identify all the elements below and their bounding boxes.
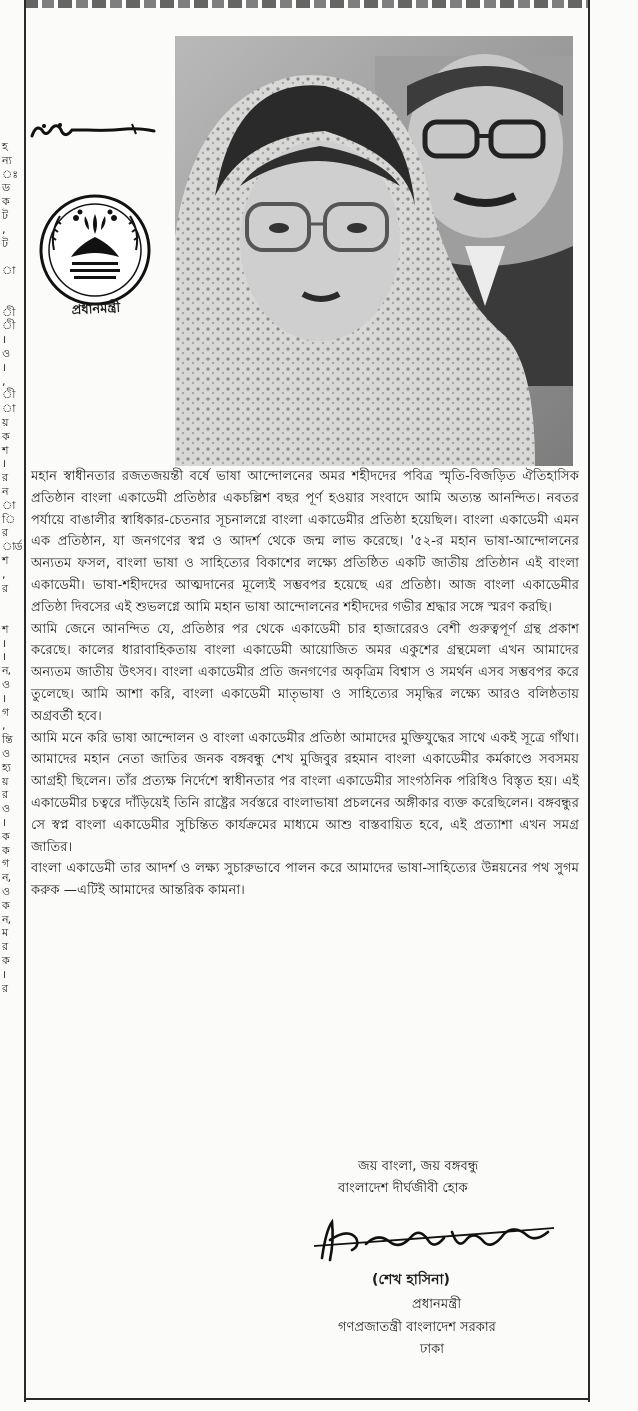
paragraph-4: বাংলা একাডেমী তার আদর্শ ও লক্ষ্য সুচারুভাবে পালন করে আমাদের ভাষা-সাহিত্যের উন্নয়নের পথ সুগম করুক —এটিই আমাদের আন্তরিক কামনা। <box>31 861 579 899</box>
adjacent-column-glyph <box>2 292 22 306</box>
top-border-decoration <box>24 0 590 8</box>
closing-line-2: বাংলাদেশ দীর্ঘজীবী হোক <box>338 1181 468 1196</box>
adjacent-column-glyph: ন <box>2 484 8 498</box>
adjacent-column-glyph: ন, <box>2 871 11 885</box>
adjacent-column-glyph: ক <box>2 843 9 857</box>
adjacent-column-glyph: হ <box>2 140 7 153</box>
adjacent-column-glyph: ী <box>2 388 15 402</box>
adjacent-column-glyph: ন্য <box>2 153 11 167</box>
adjacent-column-glyph: ট <box>2 208 7 222</box>
adjacent-column-glyph: র <box>2 471 8 485</box>
adjacent-column-glyph <box>2 595 22 609</box>
adjacent-column-glyph: । <box>2 650 6 664</box>
adjacent-column-glyph: গ <box>2 857 9 871</box>
adjacent-column-glyph: র <box>2 526 8 540</box>
left-border-rule <box>24 0 26 1402</box>
adjacent-column-glyph: র <box>2 940 8 954</box>
adjacent-column-glyph: ক <box>2 829 9 843</box>
adjacent-column-glyph: , <box>2 374 5 388</box>
calligraphy-heading <box>28 118 168 144</box>
adjacent-column-glyph: ন, <box>2 664 11 678</box>
adjacent-column-glyph: হ্য <box>2 760 10 774</box>
adjacent-column-glyph: ও <box>2 885 10 899</box>
adjacent-column-glyph: , <box>2 567 5 581</box>
adjacent-column-glyph: ও <box>2 747 10 761</box>
adjacent-column-glyph: ম <box>2 926 8 940</box>
adjacent-column-glyph: ঃ <box>2 167 18 181</box>
signatory-title: প্রধানমন্ত্রী <box>412 1297 462 1312</box>
right-border-rule <box>588 0 590 1402</box>
adjacent-column-glyph: র <box>2 581 8 595</box>
adjacent-column-glyph: ড <box>2 181 10 195</box>
adjacent-column-glyph: ক <box>2 954 9 968</box>
signatory-name: (শেখ হাসিনা) <box>372 1272 450 1288</box>
adjacent-column-glyph: , <box>2 719 5 733</box>
adjacent-column-glyph <box>2 609 22 623</box>
adjacent-column-glyph: ী <box>2 305 15 319</box>
paragraph-3: আমি মনে করি ভাষা আন্দোলন ও বাংলা একাডেমীর প্রতিষ্ঠা আমাদের মুক্তিযুদ্ধের সাথে একই সূত্রে গাঁথা। আমাদের মহান নেতা জাতির জনক বঙ্গবন্ধু শেখ মুজিবুর রহমান বাংলা একাডেমীর কর্মকাণ্ডে সবসময় আগ্রহী ছিলেন। তাঁর প্রত্যক্ষ নির্দেশে স্বাধীনতার পর বাংলা একাডেমীর সাংগঠনিক পরিধিও বিস্তৃত হয়। এই একাডেমীর চত্বরে দাঁড়িয়েই তিনি রাষ্ট্রের সর্বস্তরে বাংলাভাষা প্রচলনের অঙ্গীকার ব্যক্ত করেছিলেন। বঙ্গবন্ধুর সে স্বপ্ন বাংলা একাডেমীর সুচিন্তিত কার্যক্রমের মাধ্যমে আশু বাস্তবায়িত হবে, এই প্রত্যাশা এখন সমগ্র জাতির। <box>31 730 579 855</box>
message-body <box>31 466 579 902</box>
portrait-photo <box>175 36 573 466</box>
adjacent-column-glyph: ট <box>2 236 7 250</box>
adjacent-column-glyph: ার্ড <box>2 540 22 554</box>
seal-caption: প্রধানমন্ত্রী <box>71 300 121 319</box>
adjacent-column-glyph: ক <box>2 898 9 912</box>
adjacent-column-glyph: ন, <box>2 912 11 926</box>
adjacent-column-glyph: ও <box>2 346 10 360</box>
adjacent-column-glyph: শ <box>2 622 8 636</box>
closing-line-1: জয় বাংলা, জয় বঙ্গবন্ধু <box>358 1159 479 1174</box>
bottom-border-rule <box>24 1398 590 1400</box>
adjacent-column-fragment <box>0 0 22 1411</box>
adjacent-column-glyph: । <box>2 967 6 981</box>
adjacent-column-glyph: ন্তি <box>2 733 12 747</box>
adjacent-column-glyph: া <box>2 264 15 278</box>
signatory-government: গণপ্রজাতন্ত্রী বাংলাদেশ সরকার <box>338 1320 496 1335</box>
adjacent-column-glyph <box>2 250 22 264</box>
adjacent-column-glyph: য় <box>2 415 8 429</box>
adjacent-column-glyph: । <box>2 816 6 830</box>
adjacent-column-glyph: র <box>2 788 8 802</box>
adjacent-column-glyph: া <box>2 402 15 416</box>
adjacent-column-glyph: ক <box>2 195 9 209</box>
adjacent-column-glyph: া <box>2 498 15 512</box>
paragraph-2: আমি জেনে আনন্দিত যে, প্রতিষ্ঠার পর থেকে একাডেমী চার হাজারেরও বেশী গুরুত্বপূর্ণ গ্রন্থ প্রকাশ করেছে। কালের ধারাবাহিকতায় বাংলা একাডেমী আয়োজিত অমর একুশের গ্রন্থমেলা এখন আমাদের অন্যতম জাতীয় উৎসব। বাংলা একাডেমীর প্রতি জনগণের অকৃত্রিম বিশ্বাস ও সমর্থন এসব সম্ভবপর করে তুলেছে। আমি আশা করি, বাংলা একাডেমী মাতৃভাষা ও সাহিত্যের সমৃদ্ধির লক্ষ্যে আরও বলিষ্ঠতায় অগ্রবর্তী হবে। <box>31 621 579 724</box>
adjacent-column-glyph: ক <box>2 429 9 443</box>
adjacent-column-glyph: শ <box>2 553 8 567</box>
adjacent-column-glyph: য় <box>2 774 8 788</box>
adjacent-column-glyph: । <box>2 691 6 705</box>
closing-slogans <box>318 1156 578 1200</box>
adjacent-column-glyph: ও <box>2 802 10 816</box>
paragraph-1: মহান স্বাধীনতার রজতজয়ন্তী বর্ষে ভাষা আন্দোলনের অমর শহীদদের পবিত্র স্মৃতি-বিজড়িত ঐতিহাসিক প্রতিষ্ঠান বাংলা একাডেমী প্রতিষ্ঠার একচল্লিশ বছর পূর্ণ হওয়ার সংবাদে আমি অত্যন্ত আনন্দিত। নবতর পর্যায়ে বাঙালীর স্বাধিকার-চেতনার সূচনালগ্নে বাংলা একাডেমীর প্রতিষ্ঠা হয়েছিল। বাংলা একাডেমী এমন এক প্রতিষ্ঠান, যা জনগণের স্বপ্ন ও আদর্শ থেকে জন্ম লাভ করেছে। '৫২-র মহান ভাষা-আন্দোলনের অন্যতম ফসল, বাংলা ভাষা ও সাহিত্যের বিকাশের লক্ষ্যে প্রতিষ্ঠিত একটি জাতীয় প্রতিষ্ঠান এই বাংলা একাডেমী। ভাষা-শহীদদের আত্মদানের মূল্যেই সম্ভবপর হয়েছে এর প্রতিষ্ঠা। আজ বাংলা একাডেমীর প্রতিষ্ঠা দিবসের এই শুভলগ্নে আমি মহান ভাষা আন্দোলনের শহীদদের গভীর শ্রদ্ধার সঙ্গে স্মরণ করছি। <box>31 469 579 615</box>
adjacent-column-glyph: ি <box>2 512 15 526</box>
adjacent-column-glyph: ী <box>2 319 15 333</box>
adjacent-column-glyph: গ <box>2 705 9 719</box>
adjacent-column-glyph: , <box>2 222 5 236</box>
adjacent-column-glyph: । <box>2 333 6 347</box>
adjacent-column-glyph: র <box>2 981 8 995</box>
signatory-city: ঢাকা <box>420 1342 444 1357</box>
adjacent-column-glyph: শ <box>2 443 8 457</box>
adjacent-column-glyph: । <box>2 457 6 471</box>
adjacent-column-glyph: । <box>2 636 6 650</box>
adjacent-column-glyph: । <box>2 360 6 374</box>
adjacent-column-glyph <box>2 278 22 292</box>
handwritten-signature <box>308 1210 558 1272</box>
adjacent-column-glyph: ও <box>2 678 10 692</box>
